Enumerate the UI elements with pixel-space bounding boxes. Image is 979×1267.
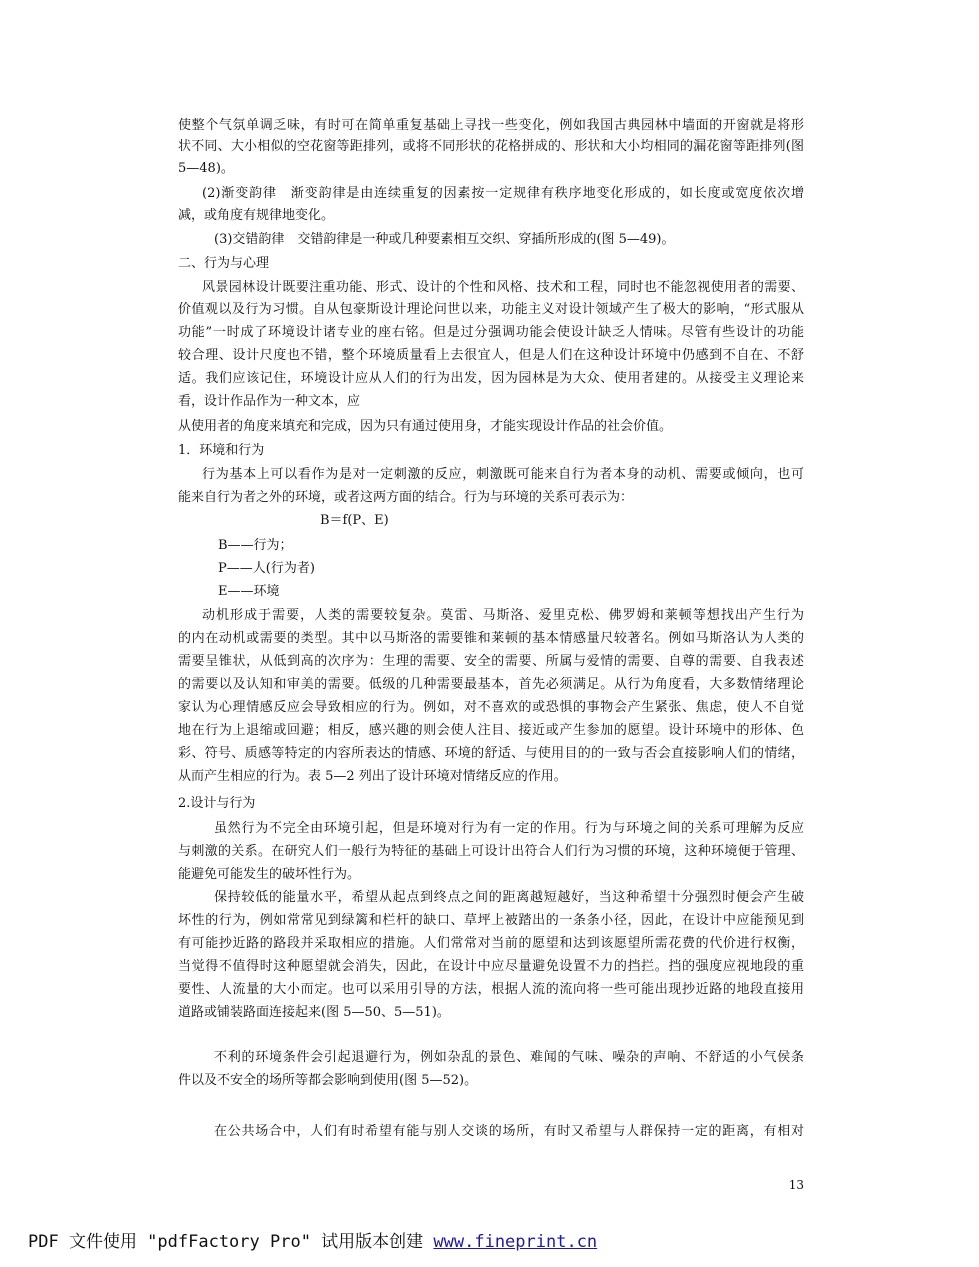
- text-line: 的内在动机或需要的类型。其中以马斯洛的需要锥和莱顿的基本情感量尺较著名。例如马斯洛认为人类的: [178, 631, 804, 646]
- text-line: 从而产生相应的行为。表 5—2 列出了设计环境对情绪反应的作用。: [178, 769, 567, 784]
- footer-watermark: [28, 1230, 597, 1254]
- text-line: E——环境: [218, 584, 280, 599]
- text-line: 有可能抄近路的路段并采取相应的措施。人们常常对当前的愿望和达到该愿望所需花费的代价进行权衡，: [178, 936, 804, 951]
- text-line: 减，或角度有规律地变化。: [178, 208, 335, 223]
- text-line: 地在行为上退缩或回避；相反，感兴趣的则会使人注目、接近或产生参加的愿望。设计环境中的形体、色: [178, 723, 804, 738]
- text-line: 使整个气氛单调乏味，有时可在简单重复基础上寻找一些变化，例如我国古典园林中墙面的开窗就是将形: [178, 118, 804, 133]
- text-line: 能来自行为者之外的环境，或者这两方面的结合。行为与环境的关系可表示为：: [178, 490, 634, 505]
- text-line: 5—48)。: [178, 161, 234, 176]
- text-line: 在公共场合中，人们有时希望有能与别人交谈的场所，有时又希望与人群保持一定的距离，有相对: [214, 1124, 804, 1139]
- text-line: 看，设计作品作为一种文本，应: [178, 394, 361, 409]
- text-line: 能避免可能发生的破坏性行为。: [178, 867, 361, 882]
- text-line: 家认为心理情感反应会导致相应的行为。例如，对不喜欢的或恐惧的事物会产生紧张、焦虑，使人不自觉: [178, 700, 804, 715]
- text-line: B——行为；: [218, 538, 293, 553]
- text-line: 动机形成于需要，人类的需要较复杂。莫雷、马斯洛、爱里克松、佛罗姆和莱顿等想找出产生行为: [202, 608, 804, 623]
- text-line: 状不同、大小相似的空花窗等距排列，或将不同形状的花格拼成的、形状和大小均相同的漏花窗等距排列(图: [178, 139, 804, 154]
- text-line: 道路或铺装路面连接起来(图 5—50、5—51)。: [178, 1005, 450, 1020]
- text-line: 保持较低的能量水平，希望从起点到终点之间的距离越短越好，当这种希望十分强烈时便会产生破: [214, 890, 804, 905]
- text-line: 不利的环境条件会引起退避行为，例如杂乱的景色、难闻的气味、噪杂的声响、不舒适的小气侯条: [214, 1050, 804, 1065]
- text-line: 适。我们应该记住，环境设计应从人们的行为出发，因为园林是为大众、使用者建的。从接受主义理论来: [178, 371, 804, 386]
- text-line: (2)渐变韵律 渐变韵律是由连续重复的因素按一定规律有秩序地变化形成的，如长度或宽度依次增: [202, 186, 804, 201]
- text-line: B＝f(P、E): [320, 513, 389, 528]
- text-line: 的需要以及认知和审美的需要。低级的几种需要最基本，首先必须满足。从行为角度看，大多数情绪理论: [178, 677, 804, 692]
- text-line: 行为基本上可以看作为是对一定刺激的反应，刺激既可能来自行为者本身的动机、需要或倾向，也可: [202, 467, 804, 482]
- text-line: 从使用者的角度来填充和完成，因为只有通过使用身，才能实现设计作品的社会价值。: [178, 419, 673, 434]
- text-line: 彩、符号、质感等特定的内容所表达的情感、环境的舒适、与使用目的的一致与否会直接影响人们的情绪，: [178, 746, 804, 761]
- text-line: 二、行为与心理: [178, 256, 270, 271]
- text-line: 价值观以及行为习惯。自从包豪斯设计理论问世以来，功能主义对设计领域产生了极大的影响，“形式服从: [178, 302, 804, 317]
- text-line: 与刺激的关系。在研究人们一般行为特征的基础上可设计出符合人们行为习惯的环境，这种环境便于管理、: [178, 844, 804, 859]
- text-line: P——人(行为者): [218, 561, 315, 576]
- text-line: 当觉得不值得时这种愿望就会消失，因此，在设计中应尽量避免设置不力的挡拦。挡的强度应视地段的重: [178, 959, 804, 974]
- text-line: (3)交错韵律 交错韵律是一种或几种要素相互交织、穿插所形成的(图 5—49)。: [214, 232, 675, 247]
- text-line: 虽然行为不完全由环境引起，但是环境对行为有一定的作用。行为与环境之间的关系可理解为反应: [214, 821, 804, 836]
- footer-text: PDF 文件使用 "pdfFactory Pro" 试用版本创建: [28, 1232, 434, 1252]
- text-line: 需要呈锥状，从低到高的次序为：生理的需要、安全的需要、所属与爱情的需要、自尊的需要、自我表述: [178, 654, 804, 669]
- text-line: 功能”一时成了环境设计诸专业的座右铭。但是过分强调功能会使设计缺乏人情味。尽管有些设计的功能: [178, 325, 804, 340]
- text-line: 风景园林设计既要注重功能、形式、设计的个性和风格、技术和工程，同时也不能忽视使用者的需要、: [202, 280, 804, 295]
- text-line: 坏性的行为，例如常常见到绿篱和栏杆的缺口、草坪上被踏出的一条条小径，因此，在设计中应能预见到: [178, 913, 804, 928]
- text-line: 1．环境和行为: [178, 443, 265, 458]
- page-number: 13: [788, 1178, 804, 1192]
- text-line: 较合理、设计尺度也不错，整个环境质量看上去很宜人，但是人们在这种设计环境中仍感到不自在、不舒: [178, 348, 804, 363]
- text-line: 要性、人流量的大小而定。也可以采用引导的方法，根据人流的流向将一些可能出现抄近路的地段直接用: [178, 982, 804, 997]
- footer-link[interactable]: www.fineprint.cn: [433, 1232, 598, 1252]
- text-line: 件以及不安全的场所等都会影响到使用(图 5—52)。: [178, 1073, 478, 1088]
- text-line: 2.设计与行为: [178, 796, 256, 811]
